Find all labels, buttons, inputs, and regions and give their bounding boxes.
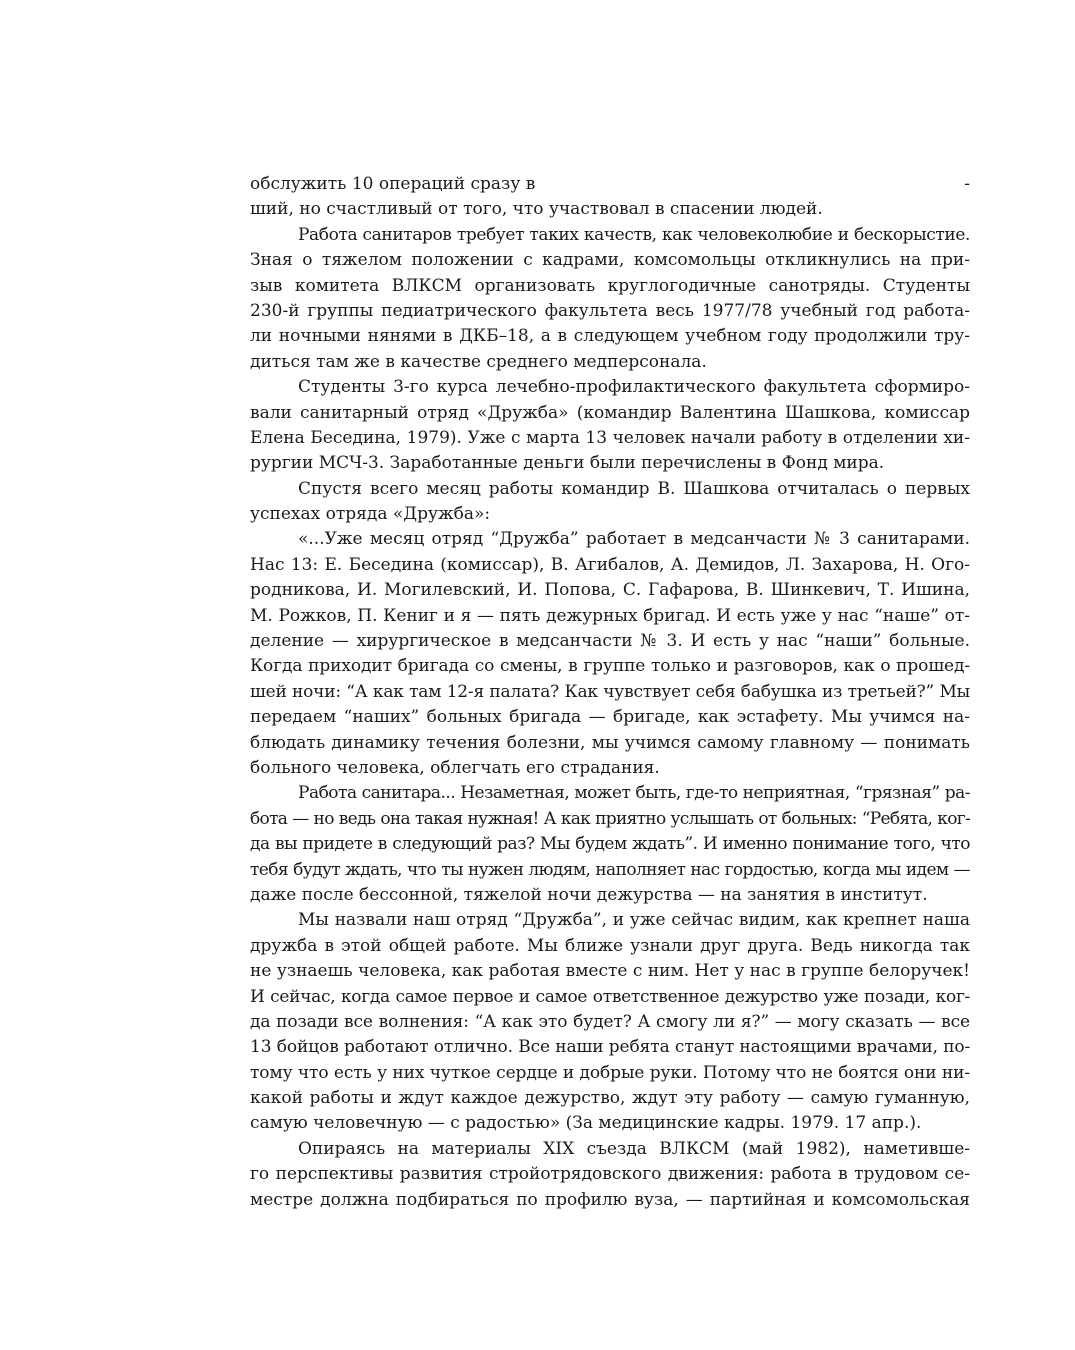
text-body	[250, 197, 970, 1213]
text-line-9: вали санитарный отряд «Дружба» (командир Валентина Шашкова, комиссар	[250, 402, 970, 423]
text-line-39: го перспективы развития стройотрядовского движения: работа в трудовом се-	[250, 1164, 970, 1185]
text-line-5: 230-й группы педиатрического факультета весь 1977/78 учебный год работа-	[250, 300, 970, 321]
text-line-8: Студенты 3-го курса лечебно-профилактического факультета сформиро-	[298, 377, 970, 398]
text-line-36: какой работы и ждут каждое дежурство, ждут эту работу — самую гуманную,	[250, 1088, 970, 1109]
text-line-11: рургии МСЧ-3. Заработанные деньги были перечислены в Фонд мира.	[250, 453, 885, 474]
text-line-20: шей ночи: “А как там 12-я палата? Как чувствует себя бабушка из третьей?” Мы	[250, 681, 970, 702]
text-line-23: больного человека, облегчать его страдания.	[250, 757, 660, 778]
text-line-33: да позади все волнения: “А как это будет? А смогу ли я?” — могу сказать — все	[250, 1011, 970, 1032]
text-line-40: местре должна подбираться по профилю вуза, — партийная и комсомольская	[250, 1189, 970, 1210]
text-line-16: родникова, И. Могилевский, И. Попова, С. Гафарова, В. Шинкевич, Т. Ишина,	[250, 580, 970, 601]
text-line-32: И сейчас, когда самое первое и самое ответственное дежурство уже позади, ког-	[250, 986, 970, 1007]
text-line-28: даже после бессонной, тяжелой ночи дежурства — на занятия в институт.	[250, 884, 928, 905]
trailing-hyphen: -	[964, 174, 970, 194]
text-line-29: Мы назвали наш отряд “Дружба”, и уже сейчас видим, как крепнет наша	[298, 910, 970, 931]
text-line-12: Спустя всего месяц работы командир В. Шашкова отчиталась о первых	[298, 478, 970, 499]
text-line-37: самую человечную — с радостью» (За медицинские кадры. 1979. 17 апр.).	[250, 1113, 922, 1134]
text-line-31: не узнаешь человека, как работая вместе с ним. Нет у нас в группе белоручек!	[250, 961, 970, 982]
first-line-text: обслужить 10 операций сразу в	[250, 174, 536, 194]
text-line-17: М. Рожков, П. Кениг и я — пять дежурных бригад. И есть уже у нас “наше” от-	[250, 605, 970, 626]
text-line-0	[250, 172, 970, 197]
text-line-18: деление — хирургическое в медсанчасти № 3. И есть у нас “наши” больные.	[250, 631, 970, 652]
text-line-3: Зная о тяжелом положении с кадрами, комсомольцы откликнулись на при-	[250, 250, 970, 271]
text-line-26: да вы придете в следующий раз? Мы будем ждать”. И именно понимание того, что	[250, 834, 970, 855]
text-line-35: тому что есть у них чуткое сердце и добрые руки. Потому что не боятся они ни-	[250, 1062, 970, 1083]
text-line-30: дружба в этой общей работе. Мы ближе узнали друг друга. Ведь никогда так	[250, 935, 970, 956]
text-line-14: «...Уже месяц отряд “Дружба” работает в медсанчасти № 3 санитарами.	[298, 529, 970, 550]
text-line-10: Елена Беседина, 1979). Уже с марта 13 человек начали работу в отделении хи-	[250, 427, 970, 448]
text-line-4: зыв комитета ВЛКСМ организовать круглогодичные санотряды. Студенты	[250, 275, 970, 296]
text-line-19: Когда приходит бригада со смены, в группе только и разговоров, как о прошед-	[250, 656, 970, 677]
text-line-13: успехах отряда «Дружба»:	[250, 504, 491, 525]
text-line-15: Нас 13: Е. Беседина (комиссар), В. Агибалов, А. Демидов, Л. Захарова, Н. Ого-	[250, 554, 970, 575]
text-line-22: блюдать динамику течения болезни, мы учимся самому главному — понимать	[250, 732, 970, 753]
text-line-6: ли ночными нянями в ДКБ–18, а в следующем учебном году продолжили тру-	[250, 326, 970, 347]
text-line-34: 13 бойцов работают отлично. Все наши ребята станут настоящими врачами, по-	[250, 1037, 970, 1058]
text-line-2: Работа санитаров требует таких качеств, как человеколюбие и бескорыстие.	[298, 224, 970, 245]
text-line-24: Работа санитара... Незаметная, может быть, где-то неприятная, “грязная” ра-	[298, 783, 970, 804]
text-line-38: Опираясь на материалы XIX съезда ВЛКСМ (май 1982), наметивше-	[298, 1138, 970, 1159]
text-line-21: передаем “наших” больных бригада — бригаде, как эстафету. Мы учимся на-	[250, 707, 970, 728]
text-line-25: бота — но ведь она такая нужная! А как приятно услышать от больных: “Ребята, ког-	[250, 808, 970, 829]
text-line-1: ший, но счастливый от того, что участвовал в спасении людей.	[250, 199, 823, 220]
text-line-7: диться там же в качестве среднего медперсонала.	[250, 351, 707, 372]
text-line-27: тебя будут ждать, что ты нужен людям, наполняет нас гордостью, когда мы идем —	[250, 859, 970, 880]
document-page	[250, 172, 970, 1213]
